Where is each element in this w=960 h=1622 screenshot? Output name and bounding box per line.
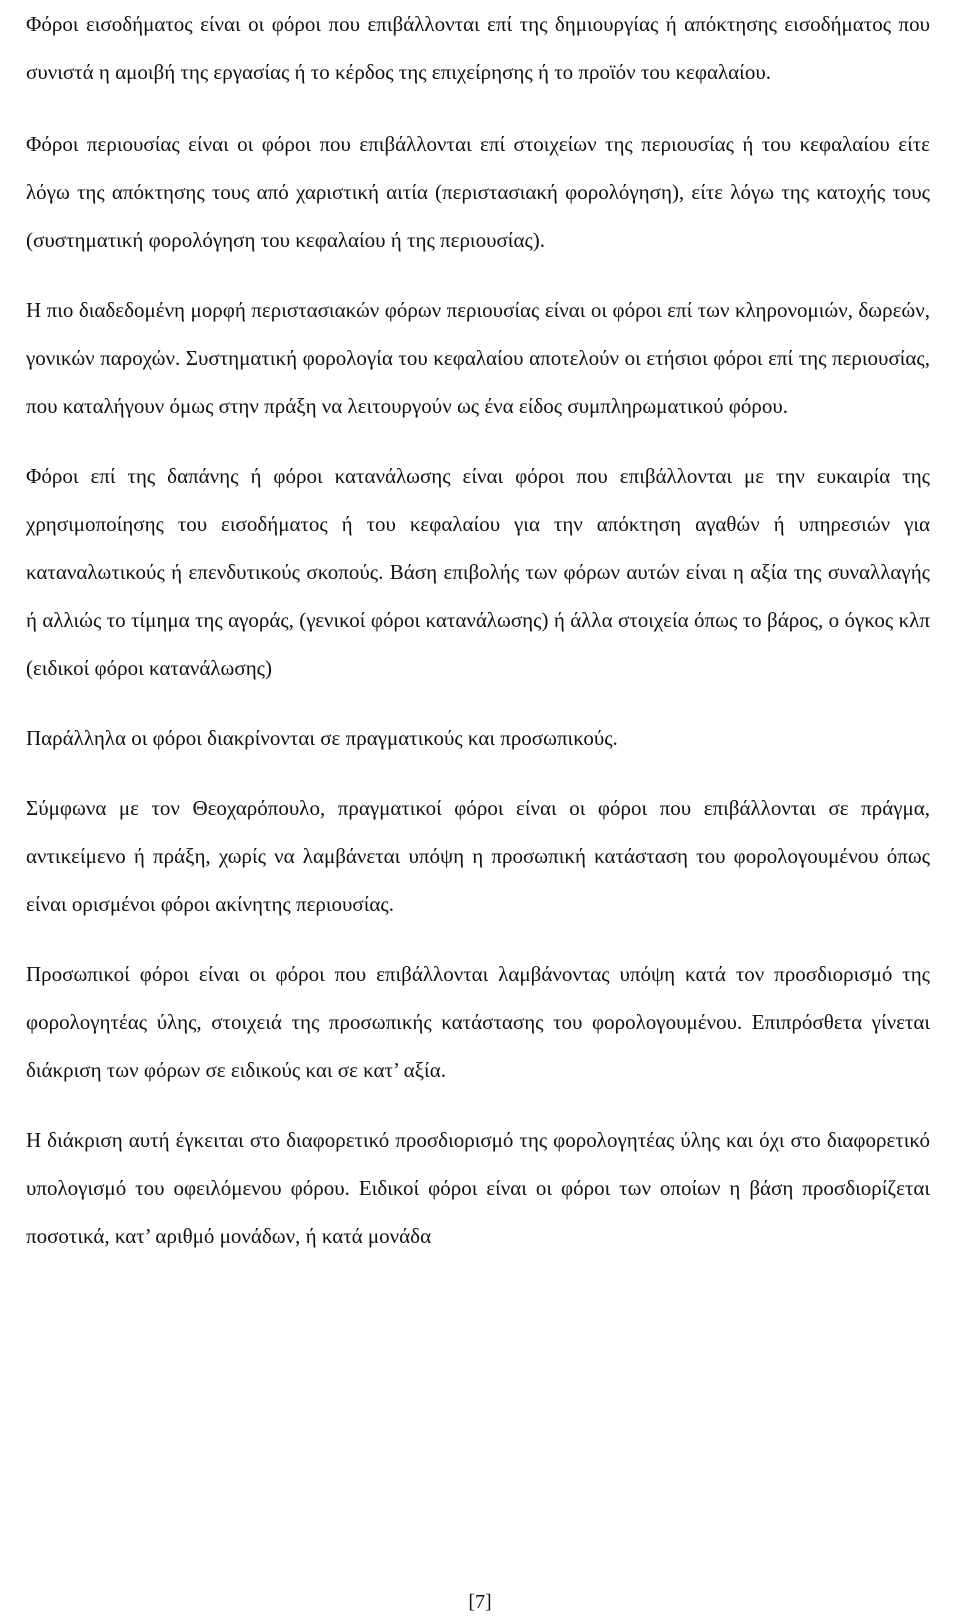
paragraph-personal-taxes: Προσωπικοί φόροι είναι οι φόροι που επιβάλλονται λαμβάνοντας υπόψη κατά τον προσδιορισμό της φορολογητέας ύλης, στοιχειά της προσωπικής κατάστασης του φορολογουμένου. Επιπρόσθετα γίνεται διάκριση των φόρων σε ειδικούς και σε κατ’ αξία. — [26, 962, 930, 1082]
paragraph-real-personal-distinction: Παράλληλα οι φόροι διακρίνονται σε πραγματικούς και προσωπικούς. — [26, 726, 618, 750]
paragraph-consumption-taxes: Φόροι επί της δαπάνης ή φόροι κατανάλωσης είναι φόροι που επιβάλλονται με την ευκαιρία της χρησιμοποίησης του εισοδήματος ή του κεφαλαίου για την απόκτηση αγαθών ή υπηρεσιών για καταναλωτικούς ή επενδυτικούς σκοπούς. Βάση επιβολής των φόρων αυτών είναι η αξία της συναλλαγής ή αλλιώς το τίμημα της αγοράς, (γενικοί φόροι κατανάλωσης) ή άλλα στοιχεία όπως το βάρος, ο όγκος κλπ (ειδικοί φόροι κατανάλωσης) — [26, 464, 930, 680]
document-page — [26, 0, 930, 1260]
paragraph-specific-ad-valorem: Η διάκριση αυτή έγκειται στο διαφορετικό προσδιορισμό της φορολογητέας ύλης και όχι στο διαφορετικό υπολογισμό του οφειλόμενου φόρου. Ειδικοί φόροι είναι οι φόροι των οποίων η βάση προσδιορίζεται ποσοτικά, κατ’ αριθμό μονάδων, ή κατά μονάδα — [26, 1128, 930, 1248]
paragraph-property-taxes: Φόροι περιουσίας είναι οι φόροι που επιβάλλονται επί στοιχείων της περιουσίας ή του κεφαλαίου είτε λόγω της απόκτησης τους από χαριστική αιτία (περιστασιακή φορολόγηση), είτε λόγω της κατοχής τους (συστηματική φορολόγηση του κεφαλαίου ή της περιουσίας). — [26, 132, 930, 252]
page-number: [7] — [468, 1591, 492, 1613]
paragraph-real-taxes: Σύμφωνα με τον Θεοχαρόπουλο, πραγματικοί φόροι είναι οι φόροι που επιβάλλονται σε πράγμα, αντικείμενο ή πράξη, χωρίς να λαμβάνεται υπόψη η προσωπική κατάσταση του φορολογουμένου όπως είναι ορισμένοι φόροι ακίνητης περιουσίας. — [26, 796, 930, 916]
paragraph-occasional-property-taxes: Η πιο διαδεδομένη μορφή περιστασιακών φόρων περιουσίας είναι οι φόροι επί των κληρονομιών, δωρεών, γονικών παροχών. Συστηματική φορολογία του κεφαλαίου αποτελούν οι ετήσιοι φόροι επί της περιουσίας, που καταλήγουν όμως στην πράξη να λειτουργούν ως ένα είδος συμπληρωματικού φόρου. — [26, 298, 930, 418]
paragraph-income-taxes: Φόροι εισοδήματος είναι οι φόροι που επιβάλλονται επί της δημιουργίας ή απόκτησης εισοδήματος που συνιστά η αμοιβή της εργασίας ή το κέρδος της επιχείρησης ή το προϊόν του κεφαλαίου. — [26, 12, 930, 84]
